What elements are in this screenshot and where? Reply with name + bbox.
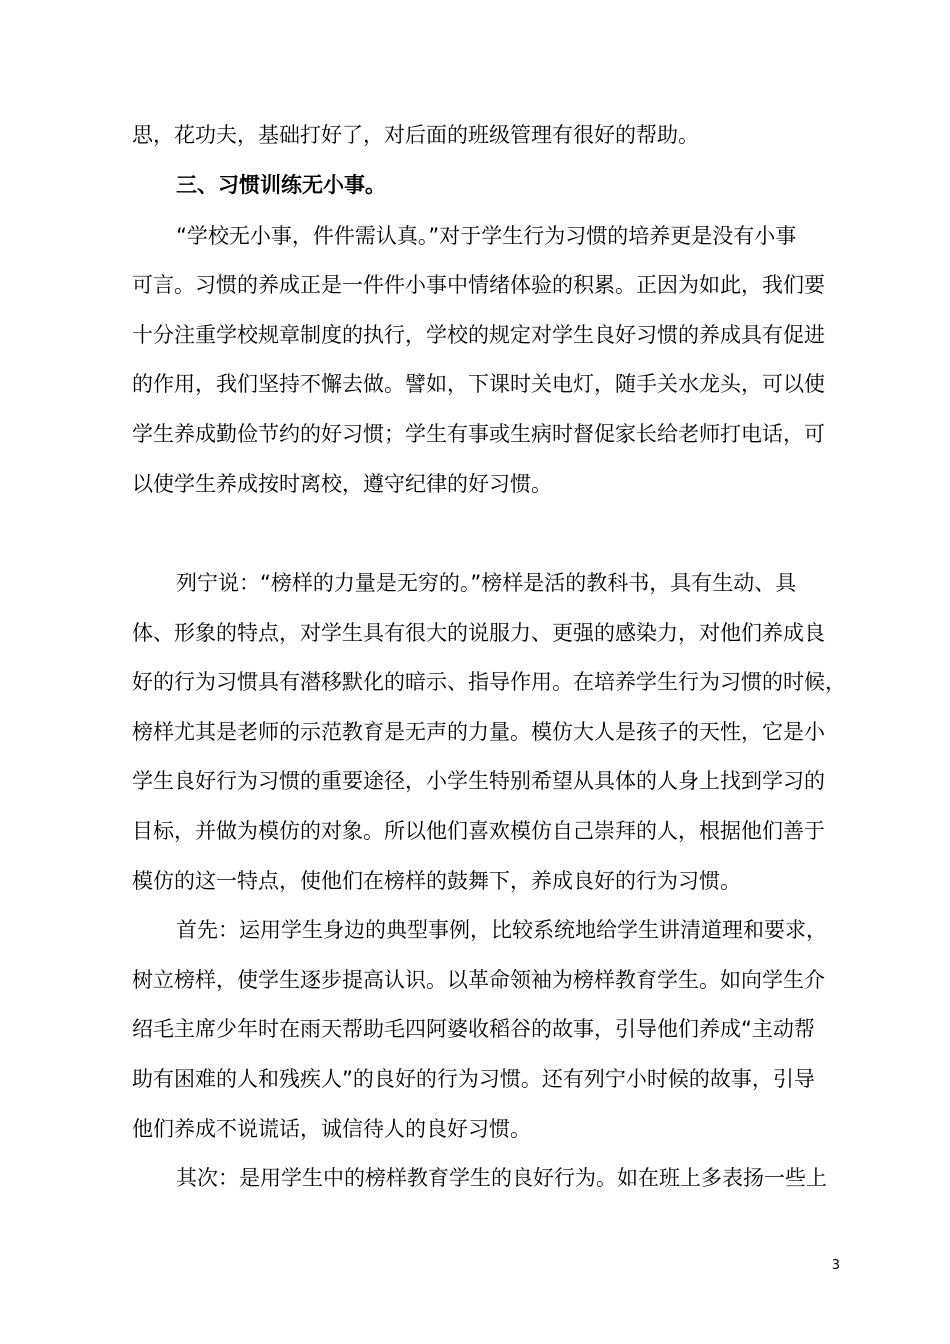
paragraph-line: 树立榜样，使学生逐步提高认识。以革命领袖为榜样教育学生。如向学生介 [132,968,825,992]
paragraph-line: 他们养成不说谎话，诚信待人的良好习惯。 [132,1117,531,1141]
paragraph-line: 可言。习惯的养成正是一件件小事中情绪体验的积累。正因为如此，我们要 [132,273,825,297]
paragraph-line: 以使学生养成按时离校，遵守纪律的好习惯。 [132,472,552,496]
paragraph-line: 榜样尤其是老师的示范教育是无声的力量。模仿大人是孩子的天性，它是小 [132,720,825,744]
paragraph-line: 的作用，我们坚持不懈去做。譬如，下课时关电灯，随手关水龙头，可以使 [132,372,825,396]
paragraph-line: 思，花功夫，基础打好了，对后面的班级管理有很好的帮助。 [132,123,699,147]
paragraph-line: 体、形象的特点，对学生具有很大的说服力、更强的感染力，对他们养成良 [132,621,825,645]
paragraph-line: 其次：是用学生中的榜样教育学生的良好行为。如在班上多表扬一些上 [176,1166,827,1190]
paragraph-line: 绍毛主席少年时在雨天帮助毛四阿婆收稻谷的故事，引导他们养成“主动帮 [132,1017,815,1041]
paragraph-line: 目标，并做为模仿的对象。所以他们喜欢模仿自己崇拜的人，根据他们善于 [132,819,825,843]
paragraph-line: 十分注重学校规章制度的执行，学校的规定对学生良好习惯的养成具有促进 [132,323,825,347]
paragraph-line: “学校无小事，件件需认真。”对于学生行为习惯的培养更是没有小事 [176,224,797,248]
section-heading: 三、习惯训练无小事。 [176,173,386,197]
paragraph-line: 助有困难的人和残疾人”的良好的行为习惯。还有列宁小时候的故事，引导 [132,1067,815,1091]
paragraph-line: 列宁说：“榜样的力量是无穷的。”榜样是活的教科书，具有生动、具 [176,571,797,595]
paragraph-line: 模仿的这一特点，使他们在榜样的鼓舞下，养成良好的行为习惯。 [132,869,741,893]
page-number: 3 [831,1258,840,1273]
paragraph-line: 首先：运用学生身边的典型事例，比较系统地给学生讲清道理和要求， [176,918,827,942]
paragraph-line: 好的行为习惯具有潜移默化的暗示、指导作用。在培养学生行为习惯的时候， [132,670,846,694]
paragraph-line: 学生养成勤俭节约的好习惯；学生有事或生病时督促家长给老师打电话，可 [132,422,825,446]
paragraph-line: 学生良好行为习惯的重要途径，小学生特别希望从具体的人身上找到学习的 [132,769,825,793]
